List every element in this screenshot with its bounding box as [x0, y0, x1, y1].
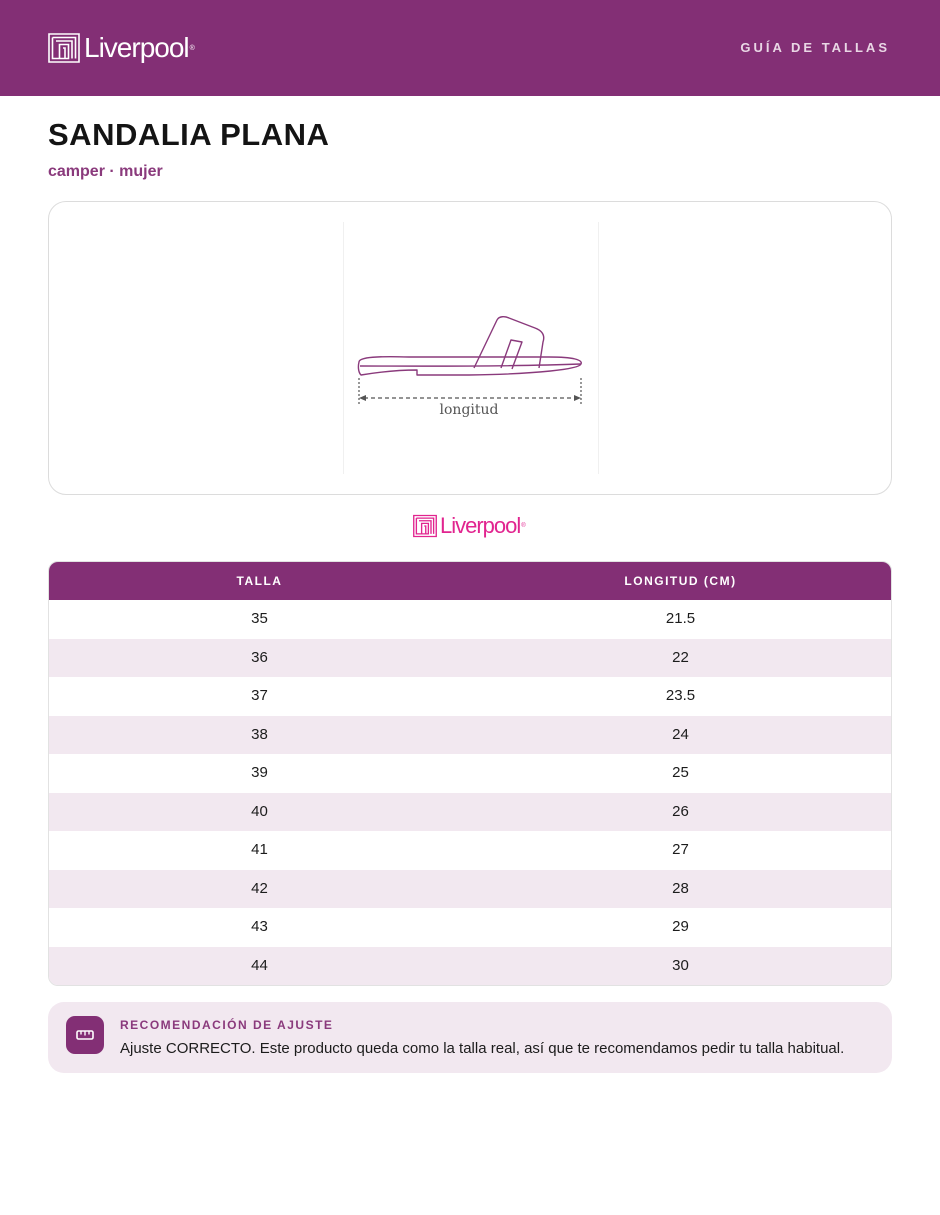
liverpool-logo-icon [48, 33, 80, 63]
length-cell: 30 [672, 956, 689, 974]
length-cell: 25 [672, 764, 689, 781]
size-cell: 36 [251, 648, 268, 666]
table-header [49, 562, 891, 600]
column-header-size: TALLA [236, 574, 283, 588]
size-cell: 43 [251, 918, 268, 935]
size-cell: 41 [251, 841, 268, 858]
table-row [49, 870, 891, 909]
length-cell: 29 [672, 918, 689, 935]
ruler-icon [66, 1016, 104, 1054]
brand-logo[interactable] [48, 30, 195, 66]
table-row [49, 947, 891, 986]
length-cell: 22 [672, 648, 689, 666]
size-cell: 39 [251, 764, 268, 781]
table-row [49, 908, 891, 947]
table-row [49, 600, 891, 639]
recommendation-text: Ajuste CORRECTO. Este producto queda como la talla real, así que te recomendamos pedir tu talla habitual. [120, 1040, 845, 1057]
size-table [48, 561, 892, 986]
size-cell: 38 [251, 725, 268, 743]
size-cell: 40 [251, 802, 268, 820]
registered-mark-icon: ® [521, 523, 526, 529]
size-guide-link[interactable]: GUÍA DE TALLAS [740, 40, 890, 55]
recommendation-label: RECOMENDACIÓN DE AJUSTE [120, 1018, 334, 1032]
length-cell: 27 [672, 841, 689, 858]
page-title: SANDALIA PLANA [48, 117, 330, 152]
size-cell: 37 [251, 687, 268, 704]
length-label: longitud [439, 402, 499, 418]
table-body [49, 600, 891, 985]
table-row [49, 754, 891, 793]
length-cell: 21.5 [665, 610, 696, 627]
brand-logo-small [413, 512, 526, 540]
size-cell: 44 [251, 956, 268, 974]
length-cell: 24 [672, 725, 689, 743]
table-row [49, 793, 891, 832]
product-subtitle: camper · mujer [48, 163, 163, 180]
brand-name: Liverpool [84, 32, 189, 63]
liverpool-logo-icon [413, 514, 437, 538]
length-cell: 26 [672, 802, 689, 820]
size-cell: 42 [251, 879, 268, 897]
top-header-bar [0, 0, 940, 96]
length-cell: 28 [672, 879, 689, 897]
fit-recommendation-card [48, 1002, 892, 1073]
registered-mark-icon: ® [189, 44, 195, 52]
table-row [49, 831, 891, 870]
size-cell: 35 [251, 610, 268, 627]
length-cell: 23.5 [665, 687, 696, 704]
column-header-length: LONGITUD (CM) [624, 574, 737, 588]
table-row [49, 716, 891, 755]
measurement-diagram-card [48, 201, 892, 495]
table-row [49, 677, 891, 716]
table-row [49, 639, 891, 678]
brand-name: Liverpool [440, 513, 521, 538]
